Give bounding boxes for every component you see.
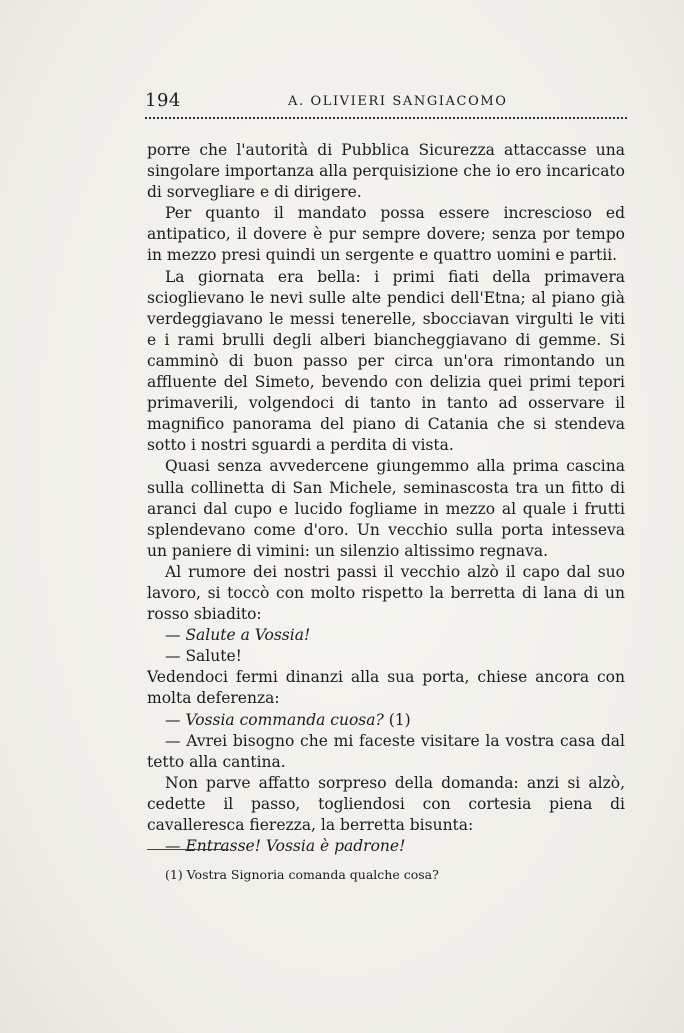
page-header (145, 88, 627, 114)
paragraph: Per quanto il mandato possa essere increscioso ed antipatico, il dovere è pur sempre dovere; senza por tempo in mezzo presi quindi un sergente e quattro uomini e partii. (147, 204, 625, 265)
dialogue-line (147, 836, 625, 857)
dash: — (165, 710, 186, 729)
paragraph: Vedendoci fermi dinanzi alla sua porta, chiese ancora con molta deferenza: (147, 668, 625, 708)
dialogue-text: Entrasse! Vossia è padrone! (185, 837, 406, 856)
body-text (147, 140, 625, 857)
page-number: 194 (145, 90, 181, 111)
header-rule (145, 117, 627, 119)
dash: — (165, 626, 186, 645)
dialogue-text: Vossia commanda cuosa? (185, 710, 384, 729)
footnote: (1) Vostra Signoria comanda qualche cosa? (165, 867, 439, 882)
footnote-ref: (1) (388, 710, 411, 729)
footnote-rule (147, 849, 229, 850)
paragraph: Quasi senza avvedercene giungemmo alla prima cascina sulla collinetta di San Michele, seminascosta tra un fitto di aranci dal cupo e lucido fogliame in mezzo al quale i frutti splendevano come d'oro. Un vecchio sulla porta intesseva un paniere di vimini: un silenzio altissimo regnava. (147, 457, 625, 560)
dialogue-text: Salute! (185, 647, 242, 666)
paragraph: Non parve affatto sorpreso della domanda: anzi si alzò, cedette il passo, togliendosi con cortesia piena di cavalleresca fierezza, la berretta bisunta: (147, 773, 625, 834)
running-head: A. OLIVIERI SANGIACOMO (288, 94, 508, 109)
dialogue-line (147, 625, 625, 646)
dialogue-line (147, 710, 625, 731)
dialogue-line (147, 646, 625, 667)
paragraph: Al rumore dei nostri passi il vecchio alzò il capo dal suo lavoro, si toccò con molto rispetto la berretta di lana di un rosso sbiadito: (147, 562, 625, 624)
paragraph: La giornata era bella: i primi fiati della primavera scioglievano le nevi sulle alte pendici dell'Etna; al piano già verdeggiavano le messi tenerelle, sbocciavan virgulti le viti e i rami brulli degli alberi biancheggiavano di gemme. Si camminò di buon passo per circa un'ora rimontando un affluente del Simeto, bevendo con delizia quei primi tepori primaverili, volgendoci di tanto in tanto ad osservare il magnifico panorama del piano di Catania che si stendeva sotto i nostri sguardi a perdita di vista. (147, 267, 625, 455)
dialogue-line (147, 731, 625, 773)
dash: — (165, 647, 186, 666)
dash: — (165, 837, 186, 856)
dash: — (165, 731, 187, 750)
dialogue-text: Salute a Vossia! (185, 626, 311, 645)
paragraph: porre che l'autorità di Pubblica Sicurezza attaccasse una singolare importanza alla perquisizione che io ero incaricato di sorvegliare e di dirigere. (147, 141, 625, 202)
dialogue-text: Avrei bisogno che mi faceste visitare la vostra casa dal tetto alla cantina. (147, 731, 625, 771)
